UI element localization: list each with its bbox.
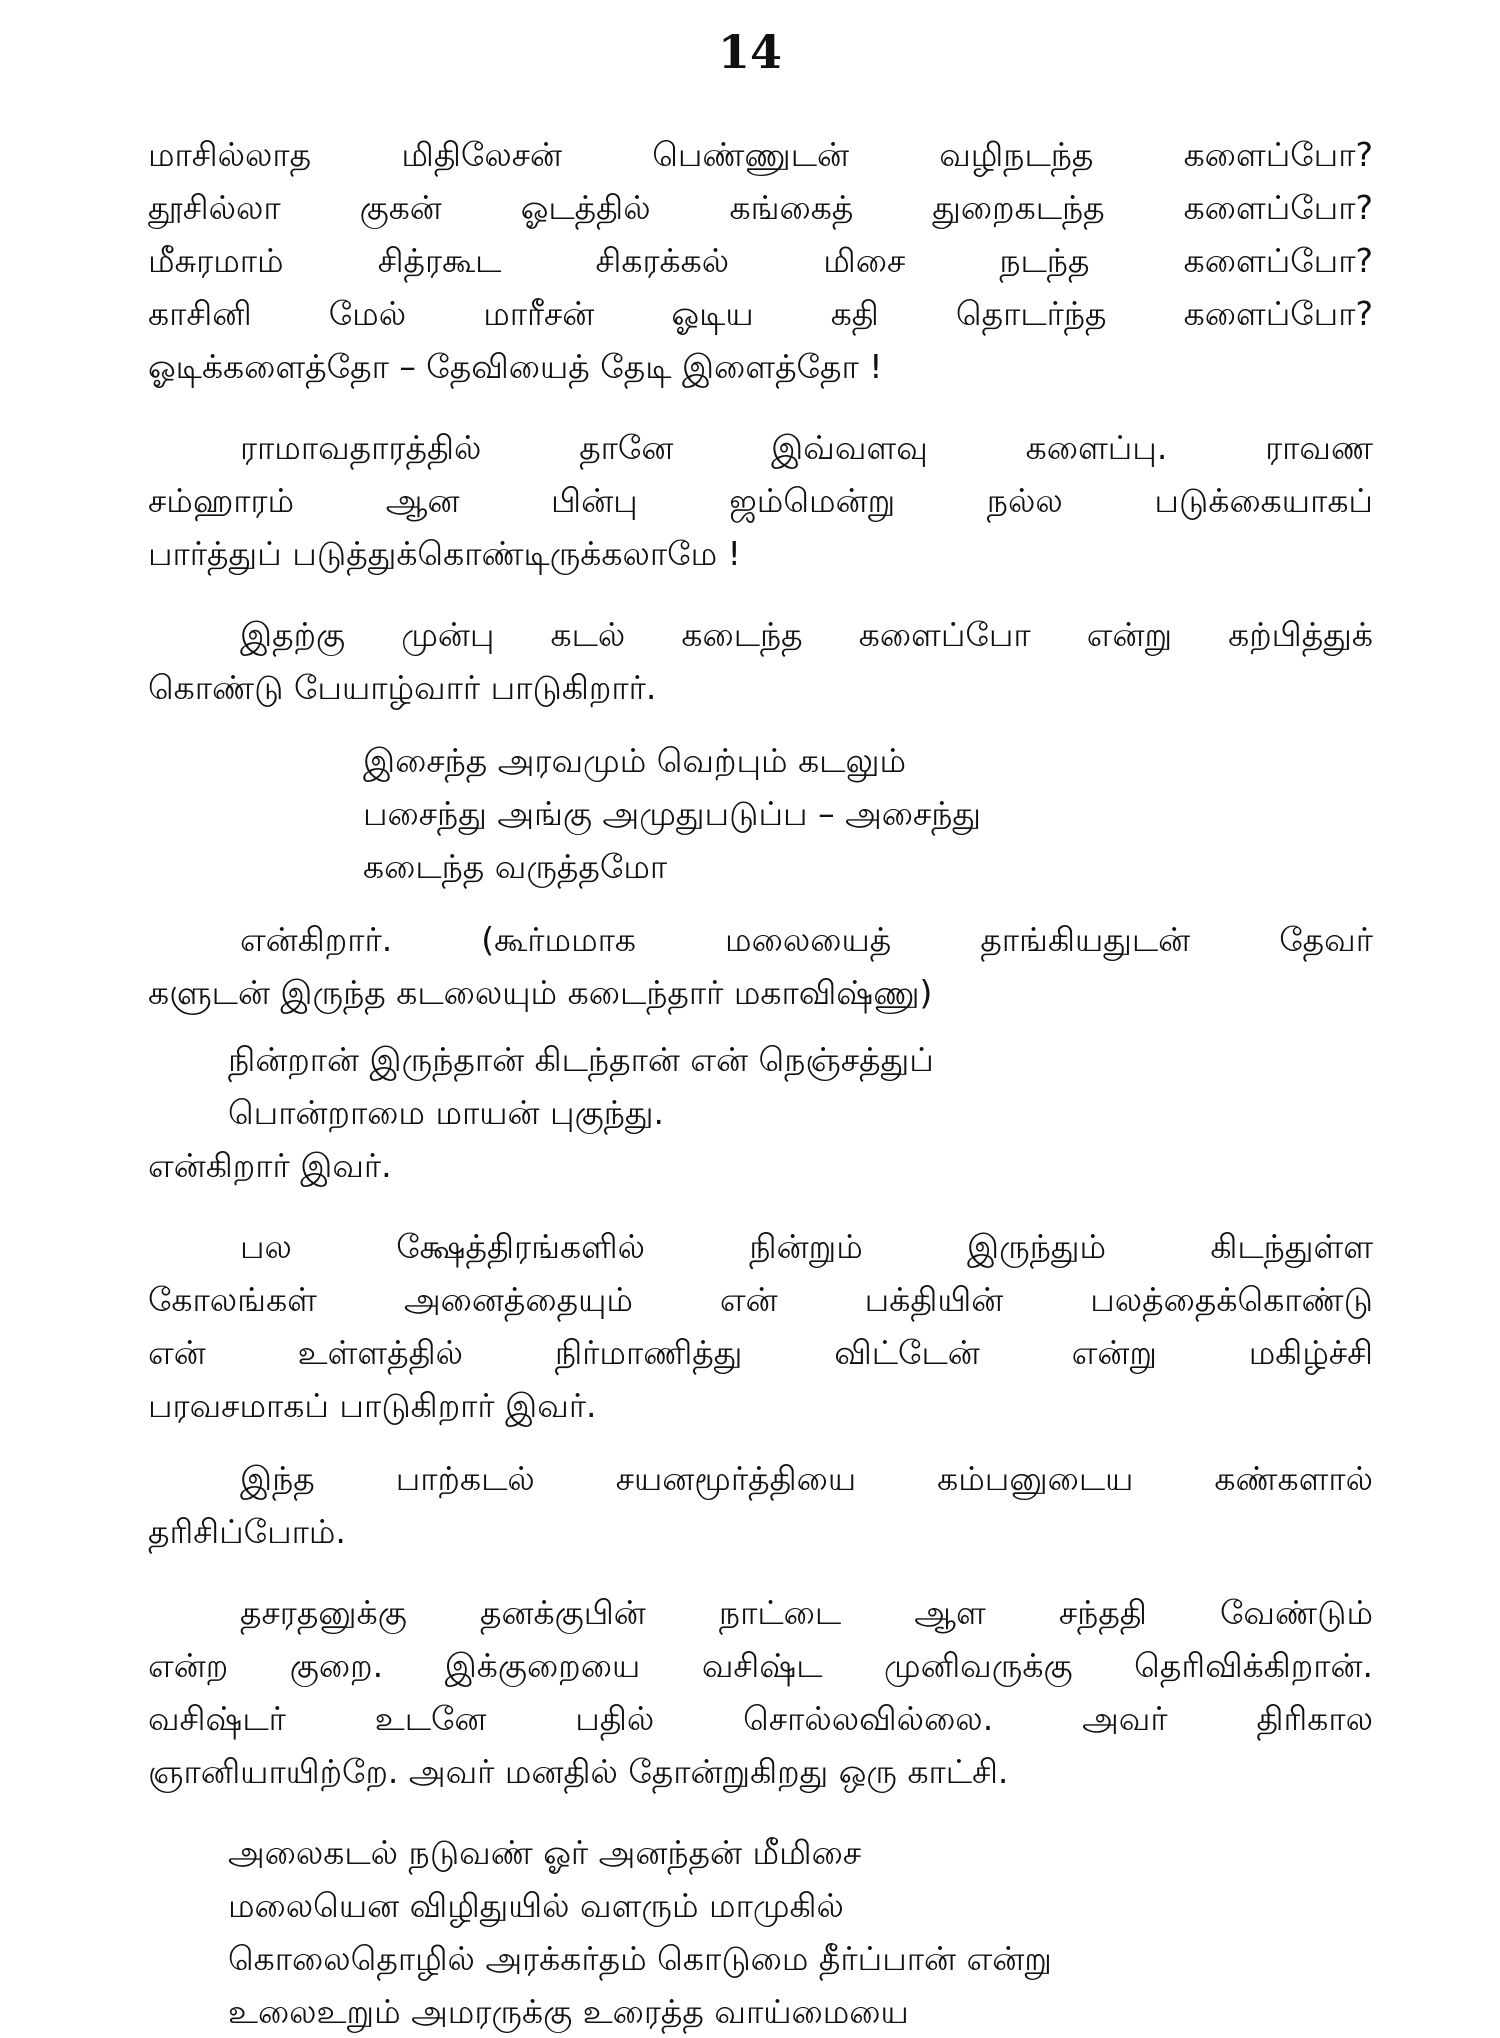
paragraph-line: பரவசமாகப் பாடுகிறார் இவர். [148, 1386, 597, 1425]
paragraph-line: தரிசிப்போம். [148, 1512, 346, 1551]
verse-line: காசினி மேல் மாரீசன் ஓடிய கதி தொடர்ந்த களைப்போ? [148, 294, 1373, 333]
page-number: 14 [717, 25, 782, 79]
paragraph-line: ஞானியாயிற்றே. அவர் மனதில் தோன்றுகிறது ஒரு காட்சி. [148, 1752, 1009, 1791]
verse-line: மலையென விழிதுயில் வளரும் மாமுகில் [228, 1886, 844, 1925]
paragraph-line: வசிஷ்டர் உடனே பதில் சொல்லவில்லை. அவர் திரிகால [148, 1699, 1373, 1738]
quoted-verse-3 [148, 1826, 1373, 2038]
verse-line: மீசுரமாம் சித்ரகூட சிகரக்கல் மிசை நடந்த களைப்போ? [148, 241, 1373, 280]
verse-block-1 [148, 128, 1373, 393]
paragraph-6 [148, 1586, 1373, 1798]
paragraph-line: சம்ஹாரம் ஆன பின்பு ஜம்மென்று நல்ல படுக்கையாகப் [148, 481, 1373, 520]
quoted-verse-1 [148, 734, 1373, 893]
paragraph-4 [148, 1220, 1373, 1432]
paragraph-line: பார்த்துப் படுத்துக்கொண்டிருக்கலாமே ! [148, 534, 741, 573]
verse-line: ஓடிக்களைத்தோ – தேவியைத் தேடி இளைத்தோ ! [148, 347, 883, 386]
verse-line: தூசில்லா குகன் ஓடத்தில் கங்கைத் துறைகடந்த களைப்போ? [148, 188, 1373, 227]
verse-line: பொன்றாமை மாயன் புகுந்து. [228, 1093, 665, 1132]
verse-line: அலைகடல் நடுவண் ஓர் அனந்தன் மீமிசை [228, 1833, 862, 1872]
paragraph-line: இந்த பாற்கடல் சயனமூர்த்தியை கம்பனுடைய கண்களால் [240, 1459, 1373, 1498]
verse-line: நின்றான் இருந்தான் கிடந்தான் என் நெஞ்சத்துப் [228, 1040, 934, 1079]
paragraph-2 [148, 608, 1373, 714]
paragraph-line: களுடன் இருந்த கடலையும் கடைந்தார் மகாவிஷ்ணு) [148, 973, 933, 1012]
paragraph-5 [148, 1452, 1373, 1558]
paragraph-line: கோலங்கள் அனைத்தையும் என் பக்தியின் பலத்தைக்கொண்டு [148, 1280, 1373, 1319]
paragraph-line: கொண்டு பேயாழ்வார் பாடுகிறார். [148, 668, 657, 707]
paragraph-line: என் உள்ளத்தில் நிர்மாணித்து விட்டேன் என்று மகிழ்ச்சி [148, 1333, 1373, 1372]
quoted-verse-2 [148, 1033, 1373, 1192]
verse-line: உலைஉறும் அமரருக்கு உரைத்த வாய்மையை [228, 1992, 909, 2031]
paragraph-line: இதற்கு முன்பு கடல் கடைந்த களைப்போ என்று கற்பித்துக் [240, 615, 1373, 654]
verse-line: கொலைதொழில் அரக்கர்தம் கொடுமை தீர்ப்பான் என்று [228, 1939, 1052, 1978]
page-body [148, 128, 1373, 2038]
verse-line: மாசில்லாத மிதிலேசன் பெண்ணுடன் வழிநடந்த களைப்போ? [148, 135, 1373, 174]
paragraph-line: என்ற குறை. இக்குறையை வசிஷ்ட முனிவருக்கு தெரிவிக்கிறான். [148, 1646, 1373, 1685]
paragraph-line: ராமாவதாரத்தில் தானே இவ்வளவு களைப்பு. ராவண [240, 428, 1373, 467]
paragraph-line: என்கிறார். (கூர்மமாக மலையைத் தாங்கியதுடன் தேவர் [240, 920, 1373, 959]
paragraph-3 [148, 913, 1373, 1019]
verse-line: கடைந்த வருத்தமோ [363, 847, 668, 886]
paragraph-1 [148, 421, 1373, 580]
verse-line: இசைந்த அரவமும் வெற்பும் கடலும் [363, 741, 907, 780]
paragraph-line: தசரதனுக்கு தனக்குபின் நாட்டை ஆள சந்ததி வேண்டும் [240, 1593, 1373, 1632]
paragraph-line: பல க்ஷேத்திரங்களில் நின்றும் இருந்தும் கிடந்துள்ள [240, 1227, 1373, 1266]
verse-line: பசைந்து அங்கு அமுதுபடுப்ப – அசைந்து [363, 794, 982, 833]
paragraph-line: என்கிறார் இவர். [148, 1146, 392, 1185]
